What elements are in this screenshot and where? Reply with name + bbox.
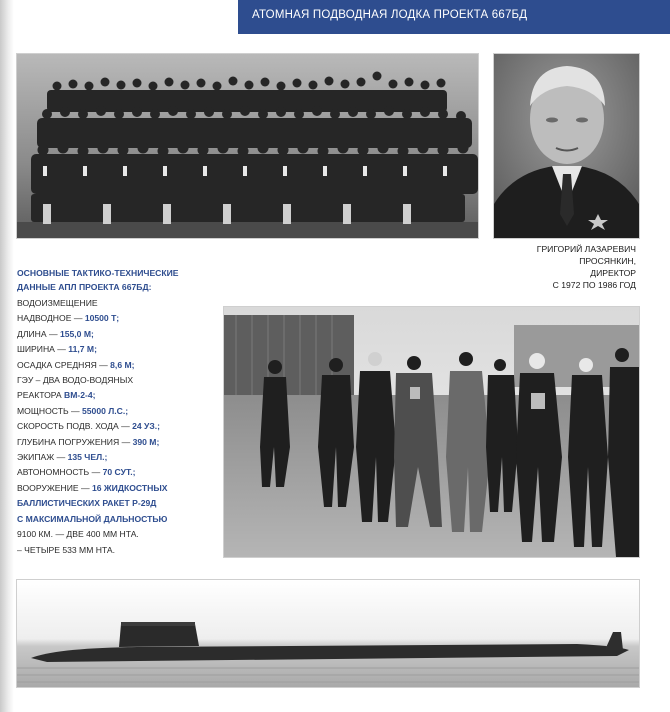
spec-label: 9100 КМ. — ДВЕ 400 ММ НТА. (17, 529, 139, 540)
spec-line (17, 327, 222, 342)
spec-value: ВМ-2-4; (64, 390, 96, 401)
spec-label: ВОДОИЗМЕЩЕНИЕ (17, 298, 98, 308)
spec-line (17, 311, 222, 326)
spec-value: 135 ЧЕЛ.; (67, 452, 108, 463)
spec-line (17, 527, 222, 542)
spec-label: ОСАДКА СРЕДНЯЯ — (17, 359, 111, 370)
spec-label: МОЩНОСТЬ — (17, 405, 82, 416)
caption-line: С 1972 ПО 1986 ГОД (552, 280, 636, 290)
spec-value: 16 ЖИДКОСТНЫХ (91, 482, 168, 493)
group-photo (17, 54, 478, 238)
officials-walking-photo (224, 307, 639, 557)
spec-line (17, 342, 222, 357)
submarine-photo (17, 580, 639, 687)
caption-line: ПРОСЯНКИН, (579, 256, 636, 266)
spec-label: – ЧЕТЫРЕ 533 ММ НТА. (17, 544, 116, 555)
spec-label: ШИРИНА — (17, 344, 69, 355)
page-title: АТОМНАЯ ПОДВОДНАЯ ЛОДКА ПРОЕКТА 667БД (252, 9, 528, 21)
spec-line (17, 450, 222, 465)
spec-label: ГЭУ – ДВА ВОДО-ВОДЯНЫХ (17, 375, 134, 386)
caption-line: ДИРЕКТОР (590, 268, 636, 278)
caption-line: ГРИГОРИЙ ЛАЗАРЕВИЧ (536, 244, 636, 254)
spec-line (17, 543, 222, 558)
spec-label: РЕАКТОРА (17, 390, 65, 401)
spec-value: 390 М; (132, 436, 160, 447)
spec-label: НАДВОДНОЕ — (17, 313, 85, 324)
specs-heading-line: ДАННЫЕ АПЛ ПРОЕКТА 667БД: (17, 282, 152, 292)
spec-value: 24 УЗ.; (132, 421, 161, 432)
spec-line (17, 296, 222, 311)
specs-block (17, 266, 222, 558)
spec-label: ДЛИНА — (17, 328, 60, 339)
spec-value: 8,6 М; (110, 359, 135, 370)
spec-label: ГЛУБИНА ПОГРУЖЕНИЯ — (17, 436, 133, 447)
spec-label: ЭКИПАЖ — (17, 452, 68, 463)
spec-value: 55000 Л.С.; (81, 405, 129, 416)
spec-line (17, 465, 222, 480)
spec-value: БАЛЛИСТИЧЕСКИХ РАКЕТ Р-29Д (17, 498, 157, 509)
spec-line (17, 496, 222, 511)
spec-value: 155,0 М; (59, 328, 94, 339)
spec-value: 10500 Т; (84, 313, 120, 324)
spec-value: 11,7 М; (68, 344, 97, 355)
specs-heading-line: ОСНОВНЫЕ ТАКТИКО-ТЕХНИЧЕСКИЕ (17, 268, 179, 278)
specs-heading (17, 266, 222, 294)
page-spine-shadow (0, 0, 14, 712)
spec-label: ВООРУЖЕНИЕ — (17, 482, 92, 493)
spec-value: С МАКСИМАЛЬНОЙ ДАЛЬНОСТЬЮ (17, 513, 168, 524)
spec-line (17, 512, 222, 527)
spec-line (17, 419, 222, 434)
spec-line (17, 358, 222, 373)
spec-line (17, 481, 222, 496)
spec-line (17, 435, 222, 450)
spec-line (17, 388, 222, 403)
spec-label: АВТОНОМНОСТЬ — (17, 467, 103, 478)
spec-label: СКОРОСТЬ ПОДВ. ХОДА — (17, 421, 133, 432)
portrait-caption (494, 243, 636, 291)
spec-line (17, 373, 222, 388)
spec-line (17, 404, 222, 419)
specs-list (17, 296, 222, 558)
spec-value: 70 СУТ.; (102, 467, 136, 478)
director-portrait (494, 54, 639, 238)
